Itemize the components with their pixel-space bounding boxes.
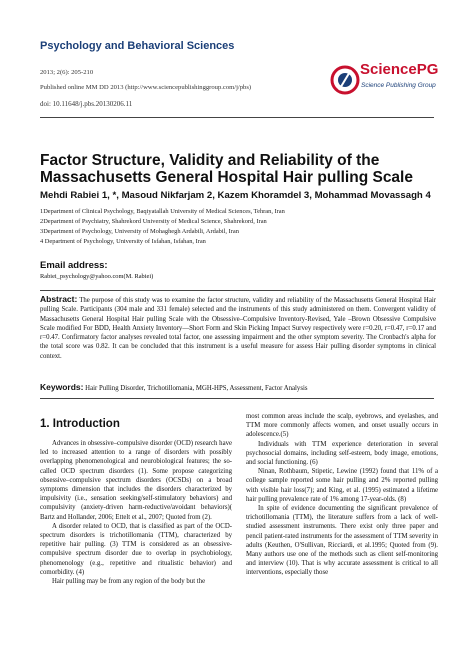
- paragraph: Hair pulling may be from any region of the body but the: [52, 578, 206, 586]
- email-heading: Email address:: [40, 260, 108, 271]
- left-column: [40, 439, 232, 586]
- keywords: [40, 382, 436, 392]
- paragraph: Individuals with TTM experience deterioration in several psychosocial domains, including self-esteem, body image, emotions, and social functioning. (6): [246, 440, 438, 467]
- affiliation-1: 1Department of Clinical Psychology, Baqiyatallah University of Medical Sciences, Tehran, Iran: [40, 208, 285, 215]
- publisher-logo: [330, 56, 440, 104]
- paragraph: In spite of evidence documenting the significant prevalence of trichotillomania (TTM), the literature suffers from a lack of well-studied assessment instruments. There exist only three paper and pencil patient-rated instruments for the assessment of TTM severity in adults (Keuthen, O'Sullivan, Ricciardi, et al.1995; Quoted from (9). Many authors use one of the methods such as client self-monitoring and interview (10). That is why accurate assessment is critical to all interventions, especially those: [246, 505, 438, 577]
- abstract-top-rule: [40, 290, 434, 291]
- issue-info: 2013; 2(6): 205-210: [40, 69, 94, 76]
- keywords-text: Hair Pulling Disorder, Trichotillomania, MGH-HPS, Assessment, Factor Analysis: [85, 385, 308, 392]
- logo-subtitle: Science Publishing Group: [361, 82, 436, 89]
- abstract: [40, 295, 436, 361]
- abstract-text: The purpose of this study was to examine the factor structure, validity and reliability of the Massachusetts General Hospital Hair pulling Scale. Participants (304 male and 331 female) selected and the instruments of this study administered on them. Convergent validity of Massachusetts General Hospital Hair pulling Scale with the Obsessive–Compulsive Inventory-Revised, Yale –Brown Obsessive Compulsive Scale modified For BDD, Health Anxiety Inventory—Short Form and Skin Picking Impact Survey respectively were r=0.20, r=0.47, r=0.17 and r=0.47. Confirmatory factor analyses revealed total factor, one assessing impairment and the other symptom severity. The Cronbach's alpha for the total score was 0.82. It can be concluded that this instrument is a useful measure for assess Hair pulling disorder symptoms in clinical context.: [40, 297, 436, 360]
- affiliation-4: 4 Department of Psychology, University of Isfahan, Isfahan, Iran: [40, 238, 206, 245]
- journal-name: Psychology and Behavioral Sciences: [40, 40, 235, 52]
- paragraph: A disorder related to OCD, that is classified as part of the OCD-spectrum disorders is trichotillomania (TTM), characterized by repetitive hair pulling. (3) TTM is considered as an obsessive- compulsive spectrum disorder due to overlap in psychobiology, phenomenology (e.g., repetitive and ritualistic behavior) and comorbidity. (4): [40, 522, 232, 576]
- affiliation-3: 3Department of Psychology, University of Mohaghegh Ardabili, Ardabil, Iran: [40, 228, 239, 235]
- doi[interactable]: doi: 10.11648/j.pbs.20130206.11: [40, 100, 133, 108]
- section-heading: 1. Introduction: [40, 418, 120, 430]
- published-info: Published online MM DD 2013 (http://www.sciencepublishinggroup.com/j/pbs): [40, 84, 252, 91]
- logo-icon: [330, 58, 360, 104]
- abstract-label: Abstract:: [40, 294, 78, 304]
- affiliations: [40, 207, 285, 247]
- paragraph: Ninan, Rothbaum, Stipetic, Lewine (1992) found that 11% of a college sample reported some hair pulling and 2% reported pulling with visible hair loss(7); and King, et al. (1995) estimated a lifetime hair pulling prevalence rate of 1% among 17-year-olds. (8): [246, 468, 438, 503]
- abstract-bottom-rule: [40, 398, 434, 399]
- authors: Mehdi Rabiei 1, *, Masoud Nikfarjam 2, Kazem Khoramdel 3, Mohammad Movassagh 4: [40, 190, 431, 201]
- paper-title: Factor Structure, Validity and Reliability of the Massachusetts General Hospital Hair pulling Scale: [40, 152, 413, 186]
- keywords-label: Keywords:: [40, 382, 84, 392]
- right-column: [246, 412, 438, 578]
- email-address[interactable]: Rabiei_psychology@yahoo.com(M. Rabiei): [40, 273, 154, 280]
- logo-name: SciencePG: [360, 61, 439, 78]
- paragraph: Advances in obsessive–compulsive disorder (OCD) research have led to increased attention to a range of disorders with possibly overlapping phenomenological and neurobiological features; the so-called OCD spectrum disorders (1). Some propose categorizing obsessive–compulsive spectrum disorders (OCSDs) on a broad symptoms dimension that includes the disorders characterized by impulsivity (i.e., sensation seeking/self-stimulatory behaviors) and compulsivity (anxiety-driven harm-reductive/avoidant behaviors)( Bartz and Hollander, 2006; Ettelt et al., 2007; Quoted from (2).: [40, 440, 232, 521]
- affiliation-2: 2Department of Psychiatry, Shahrekord University of Medical Science, Shahrekord, Iran: [40, 218, 267, 225]
- header-divider: [40, 117, 434, 118]
- paragraph: most common areas include the scalp, eyebrows, and eyelashes, and TTM more commonly affects women, and onset usually occurs in adolescence.(5): [246, 413, 438, 439]
